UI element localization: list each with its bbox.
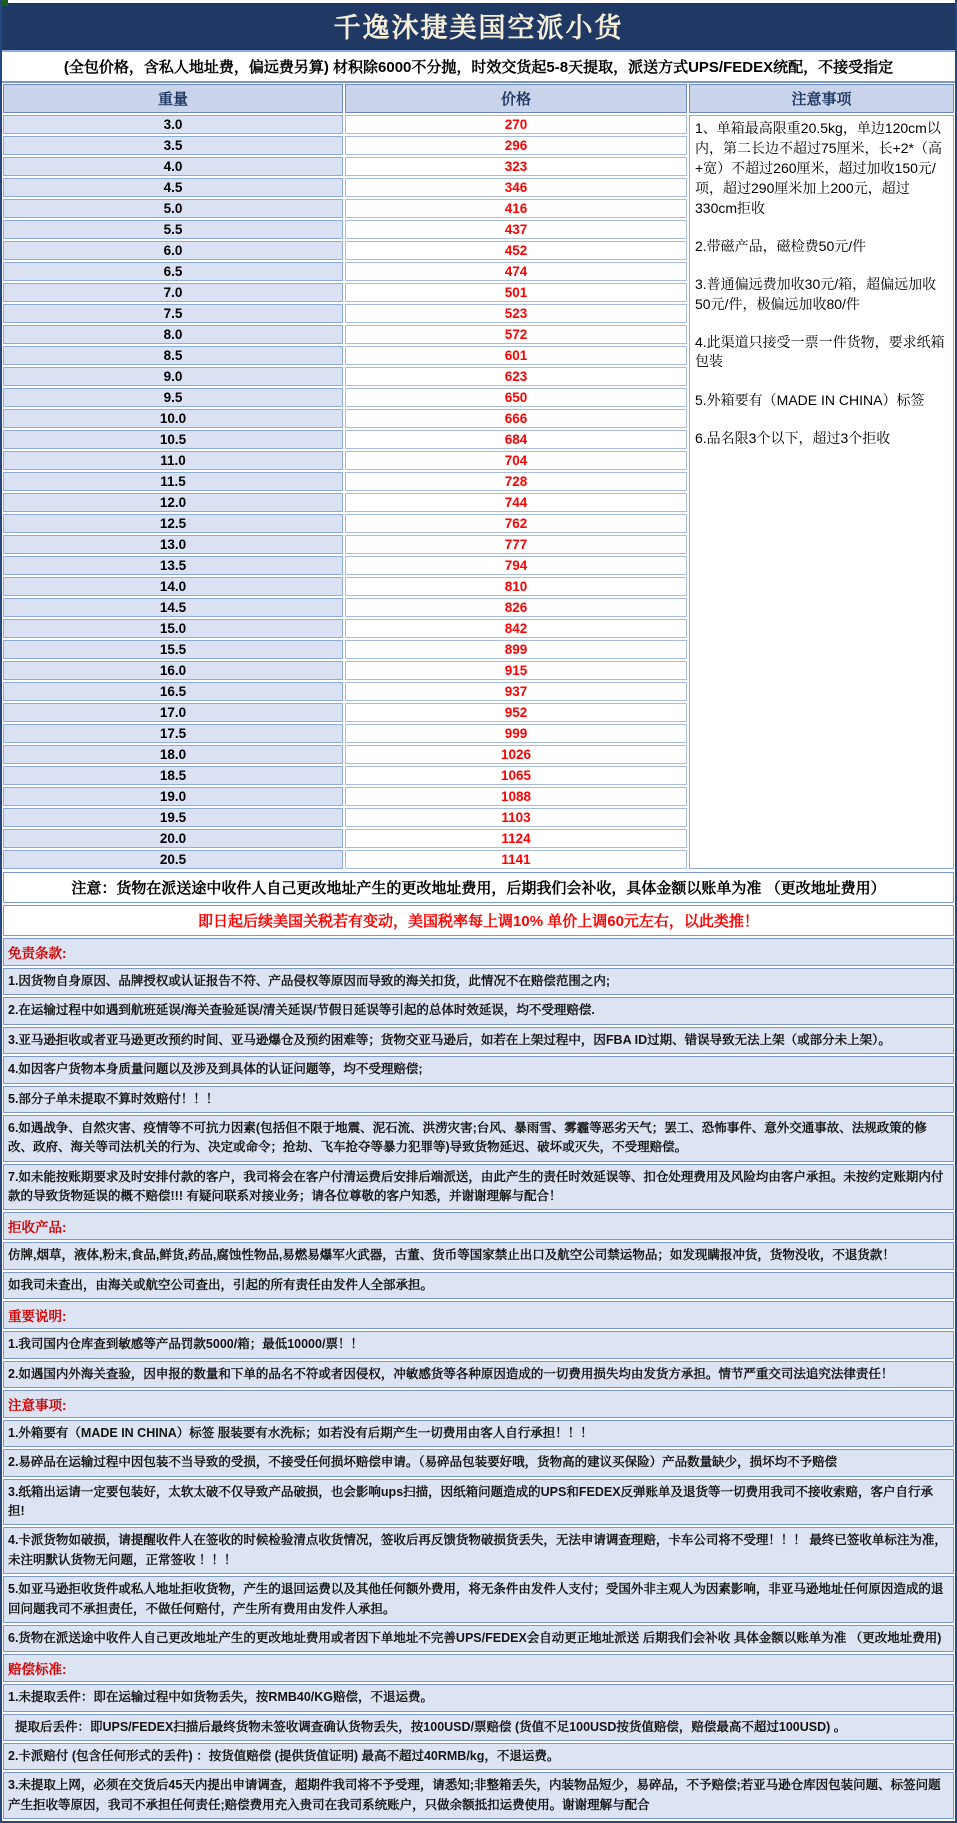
corner-marker: [2, 0, 8, 6]
price-cell: 1065: [345, 766, 687, 785]
price-cell: 601: [345, 346, 687, 365]
col-header-price: 价格: [345, 84, 687, 113]
weight-cell: 6.5: [3, 262, 343, 281]
weight-cell: 5.5: [3, 220, 343, 239]
price-cell: 762: [345, 514, 687, 533]
table-header-row: [2, 83, 955, 114]
weight-cell: 12.0: [3, 493, 343, 512]
tariff-alert: 即日起后续美国关税若有变动，美国税率每上调10% 单价上调60元左右，以此类推！: [3, 905, 954, 936]
section-item: 仿牌,烟草，液体,粉末,食品,鲜货,药品,腐蚀性物品,易燃易爆军火武器，古董、货币等国家禁止出口及航空公司禁运物品；如发现瞒报冲货，货物没收，不退货款！: [3, 1242, 954, 1269]
page-title: 千逸沐捷美国空派小货: [2, 3, 955, 52]
price-cell: 744: [345, 493, 687, 512]
price-cell: 650: [345, 388, 687, 407]
col-header-notes: 注意事项: [689, 84, 954, 113]
price-cell: 1088: [345, 787, 687, 806]
weight-cell: 15.5: [3, 640, 343, 659]
section-item: 3.纸箱出运请一定要包装好，太软太破不仅导致产品破损，也会影响ups扫描，因纸箱问题造成的UPS和FEDEX反弹账单及退货等一切费用我司不接收索赔，客户自行承担!: [3, 1479, 954, 1526]
weight-cell: 7.0: [3, 283, 343, 302]
price-cell: 523: [345, 304, 687, 323]
weight-cell: 9.0: [3, 367, 343, 386]
price-cell: 296: [345, 136, 687, 155]
weight-cell: 7.5: [3, 304, 343, 323]
section-heading: 赔偿标准:: [3, 1654, 954, 1682]
section-item: 1.未提取丢件：即在运输过程中如货物丢失，按RMB40/KG赔偿，不退运费。: [3, 1684, 954, 1711]
price-cell: 1103: [345, 808, 687, 827]
weight-cell: 10.0: [3, 409, 343, 428]
section-heading: 拒收产品:: [3, 1212, 954, 1240]
note-paragraph: 4.此渠道只接受一票一件货物，要求纸箱包装: [695, 333, 945, 370]
price-cell: 416: [345, 199, 687, 218]
note-paragraph: 2.带磁产品，磁检费50元/件: [695, 237, 867, 254]
section-item: 5.部分子单未提取不算时效赔付！！！: [3, 1086, 954, 1113]
weight-cell: 5.0: [3, 199, 343, 218]
weight-cell: 8.5: [3, 346, 343, 365]
weight-cell: 14.5: [3, 598, 343, 617]
note-paragraph: 5.外箱要有（MADE IN CHINA）标签: [695, 391, 925, 408]
weight-cell: 9.5: [3, 388, 343, 407]
price-cell: 474: [345, 262, 687, 281]
price-column: [345, 115, 687, 869]
note-paragraph: 1、单箱最高限重20.5kg，单边120cm以内，第二长边不超过75厘米，长+2*（高+宽）不超过260厘米，超过加收150元/项，超过290厘米加上200元，超过330cm拒收: [695, 120, 942, 216]
weight-cell: 4.0: [3, 157, 343, 176]
price-cell: 999: [345, 724, 687, 743]
weight-cell: 17.5: [3, 724, 343, 743]
section-item: 2.如遇国内外海关查验，因申报的数量和下单的品名不符或者因侵权，冲敏感货等各种原因造成的一切费用损失均由发货方承担。情节严重交司法追究法律责任！: [3, 1361, 954, 1388]
price-cell: 842: [345, 619, 687, 638]
weight-cell: 11.5: [3, 472, 343, 491]
section-item: 提取后丢件：即UPS/FEDEX扫描后最终货物未签收调查确认货物丢失，按100USD/票赔偿 (货值不足100USD按货值赔偿，赔偿最高不超过100USD) 。: [3, 1714, 954, 1741]
price-cell: 1026: [345, 745, 687, 764]
price-cell: 915: [345, 661, 687, 680]
section-item: 6.如遇战争、自然灾害、疫情等不可抗力因素(包括但不限于地震、泥石流、洪涝灾害;台风、暴雨雪、雾霾等恶劣天气；罢工、恐怖事件、意外交通事故、法规政策的修改、政府、海关等司法机关的行为、决定或命令；抢劫、飞车抢夺等暴力犯罪等)导致货物延迟、破坏或灭失，不受理赔偿。: [3, 1115, 954, 1162]
section-item: 3.亚马逊拒收或者亚马逊更改预约时间、亚马逊爆仓及预约困难等；货物交亚马逊后，如若在上架过程中，因FBA ID过期、错误导致无法上架（或部分未上架）。: [3, 1027, 954, 1054]
weight-cell: 14.0: [3, 577, 343, 596]
price-cell: 684: [345, 430, 687, 449]
notes-column: [689, 115, 954, 869]
weight-cell: 3.5: [3, 136, 343, 155]
weight-cell: 11.0: [3, 451, 343, 470]
price-cell: 452: [345, 241, 687, 260]
weight-cell: 16.5: [3, 682, 343, 701]
section-item: 5.如亚马逊拒收货件或私人地址拒收货物，产生的退回运费以及其他任何额外费用，将无条件由发件人支付；受国外非主观人为因素影响，非亚马逊地址任何原因造成的退回问题我司不承担责任，不做任何赔付，产生所有费用由发件人承担。: [3, 1576, 954, 1623]
price-cell: 899: [345, 640, 687, 659]
section-item: 2.卡派赔付 (包含任何形式的丢件) ：按货值赔偿 (提供货值证明) 最高不超过40RMB/kg，不退运费。: [3, 1743, 954, 1770]
note-paragraph: 3.普通偏远费加收30元/箱，超偏远加收50元/件，极偏远加收80/件: [695, 275, 937, 312]
section-item: 7.如未能按账期要求及时安排付款的客户，我司将会在客户付清运费后安排后端派送，由此产生的责任时效延误等、扣仓处理费用及风险均由客户承担。未按约定账期内付款的导致货物延误的概不赔偿!!! 有疑问联系对接业务；请各位尊敬的客户知悉，并谢谢理解与配合！: [3, 1164, 954, 1211]
price-cell: 704: [345, 451, 687, 470]
section-heading: 免责条款:: [3, 938, 954, 966]
price-cell: 572: [345, 325, 687, 344]
section-item: 如我司未查出，由海关或航空公司查出，引起的所有责任由发件人全部承担。: [3, 1272, 954, 1299]
section-heading: 重要说明:: [3, 1301, 954, 1329]
weight-cell: 19.0: [3, 787, 343, 806]
weight-cell: 12.5: [3, 514, 343, 533]
section-item: 2.在运输过程中如遇到航班延误/海关查验延误/清关延误/节假日延误等引起的总体时效延误，均不受理赔偿.: [3, 997, 954, 1024]
price-cell: 810: [345, 577, 687, 596]
price-cell: 777: [345, 535, 687, 554]
note-paragraph: 6.品名限3个以下，超过3个拒收: [695, 429, 891, 446]
address-change-note: 注意：货物在派送途中收件人自己更改地址产生的更改地址费用，后期我们会补收，具体金额以账单为准 （更改地址费用）: [3, 872, 954, 903]
section-item: 3.未提取上网，必须在交货后45天内提出申请调查，超期件我司将不予受理，请悉知;非整箱丢失，内装物品短少，易碎品，不予赔偿;若亚马逊仓库因包装问题、标签问题产生拒收等原因，我司不承担任何责任;赔偿费用充入贵司在我司系统账户，只做余额抵扣运费使用。谢谢理解与配合: [3, 1772, 954, 1819]
price-cell: 952: [345, 703, 687, 722]
section-item: 1.我司国内仓库查到敏感等产品罚款5000/箱；最低10000/票！！: [3, 1331, 954, 1358]
section-item: 4.卡派货物如破损，请提醒收件人在签收的时候检验清点收货情况，签收后再反馈货物破损货丢失，无法申请调查理赔，卡车公司将不受理！！！ 最终已签收单标注为准，未注明默认货物无问题，正常签收 ！！！: [3, 1527, 954, 1574]
price-cell: 501: [345, 283, 687, 302]
price-cell: 728: [345, 472, 687, 491]
weight-cell: 8.0: [3, 325, 343, 344]
price-cell: 794: [345, 556, 687, 575]
price-cell: 1141: [345, 850, 687, 869]
price-cell: 1124: [345, 829, 687, 848]
price-cell: 346: [345, 178, 687, 197]
weight-cell: 15.0: [3, 619, 343, 638]
price-cell: 323: [345, 157, 687, 176]
notice-sections: [2, 938, 955, 1819]
weight-cell: 16.0: [3, 661, 343, 680]
weight-cell: 18.5: [3, 766, 343, 785]
subtitle-line: (全包价格，含私人地址费，偏远费另算) 材积除6000不分抛，时效交货起5-8天提取，派送方式UPS/FEDEX统配，不接受指定: [2, 52, 955, 83]
col-header-weight: 重量: [3, 84, 343, 113]
section-heading: 注意事项:: [3, 1390, 954, 1418]
weight-cell: 18.0: [3, 745, 343, 764]
weight-cell: 13.5: [3, 556, 343, 575]
price-cell: 937: [345, 682, 687, 701]
section-item: 6.货物在派送途中收件人自己更改地址产生的更改地址费用或者因下单地址不完善UPS/FEDEX会自动更正地址派送 后期我们会补收 具体金额以账单为准 （更改地址费用): [3, 1625, 954, 1652]
weight-cell: 10.5: [3, 430, 343, 449]
section-item: 4.如因客户货物本身质量问题以及涉及到具体的认证问题等，均不受理赔偿;: [3, 1056, 954, 1083]
price-cell: 826: [345, 598, 687, 617]
section-item: 1.因货物自身原因、品牌授权或认证报告不符、产品侵权等原因而导致的海关扣货，此情况不在赔偿范围之内;: [3, 968, 954, 995]
weight-cell: 20.0: [3, 829, 343, 848]
section-item: 2.易碎品在运输过程中因包装不当导致的受损，不接受任何损坏赔偿申请。（易碎品包装要好哦，货物高的建议买保险）产品数量缺少，损坏均不予赔偿: [3, 1449, 954, 1476]
rate-table-body: [2, 114, 955, 870]
weight-cell: 20.5: [3, 850, 343, 869]
price-cell: 437: [345, 220, 687, 239]
weight-cell: 3.0: [3, 115, 343, 134]
notes-cell: [689, 115, 954, 869]
section-item: 1.外箱要有（MADE IN CHINA）标签 服装要有水洗标；如若没有后期产生一切费用由客人自行承担！！！: [3, 1420, 954, 1447]
price-cell: 623: [345, 367, 687, 386]
weight-column: [3, 115, 343, 869]
weight-cell: 4.5: [3, 178, 343, 197]
weight-cell: 13.0: [3, 535, 343, 554]
price-cell: 666: [345, 409, 687, 428]
weight-cell: 19.5: [3, 808, 343, 827]
price-cell: 270: [345, 115, 687, 134]
weight-cell: 6.0: [3, 241, 343, 260]
weight-cell: 17.0: [3, 703, 343, 722]
